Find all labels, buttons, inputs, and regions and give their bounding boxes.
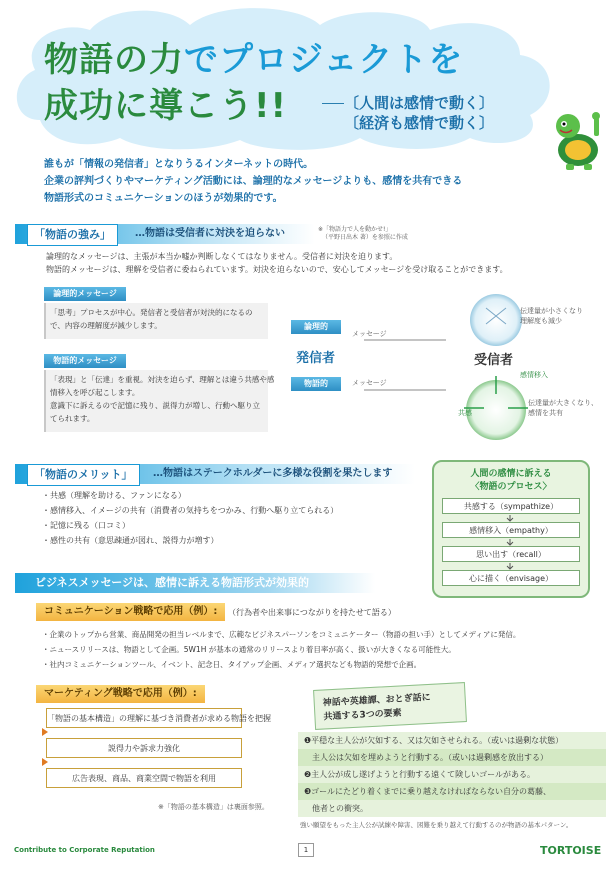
merit-item: ・感性の共有（意思疎通が図れ、説得力が増す） [42,536,219,545]
merit-item: ・共感（理解を助ける、ファンになる） [42,491,186,500]
section-header-strength [15,224,315,244]
diagram-message-story: メッセージ [352,379,387,387]
process-subtitle: 〈物語のプロセス〉 [470,482,552,492]
myth-footnote: 強い願望をもった主人公が試練や障害、困難を乗り越えて行動するのが物語の基本パターン。 [300,821,573,829]
body-text: 物語的メッセージは、理解を受信者に委ねられています。対決を迫らないので、安心してメッセージを受け取ることができます。 [46,265,508,274]
page-title-line2: 成功に導こう!! [44,86,288,126]
intro-line: 物語形式のコミュニケーションのほうが効果的です。 [44,193,283,204]
diagram-receiver: 受信者 [474,353,514,368]
marketing-strategy-heading: マーケティング戦略で応用（例）: [36,685,205,703]
flow-step: 説得力や訴求力強化 [46,738,242,758]
page-number: 1 [298,843,314,857]
tortoise-mascot-icon [548,110,606,172]
myth-row: ❸ゴールにたどり着くまでに乗り越えなければならない自分の葛藤、 [298,783,606,800]
brand-logo: TORTOISE [540,844,602,857]
comm-item: ・企業のトップから営業、商品開発の担当レベルまで、広範なビジネスパーソンをコミュニケーター（物語の担い手）としてメディアに発信。 [42,630,521,639]
process-step: 心に描く（envisage） [442,570,580,586]
myth-row: ❶平穏な主人公が欠如する、又は欠如させられる。（或いは過剰な状態） [304,736,564,745]
merit-item: ・記憶に残る（口コミ） [42,521,130,530]
flow-arrows [40,718,52,788]
section-label: ビジネスメッセージは、感情に訴える物語形式が効果的 [35,576,310,589]
section-label: 「物語の強み」 [27,224,118,246]
flow-step: 「物語の基本構造」の理解に基づき消費者が求める物語を把握 [46,708,242,728]
diagram-message-logic: メッセージ [352,330,387,338]
myth-row: ❷主人公が成し遂げようと行動する遠くて険しいゴールがある。 [304,770,536,779]
myth-elements-panel [298,686,606,829]
page-title-line1: 物語の力でプロジェクトを [44,40,464,80]
diagram-story-label: 物語的 [291,377,341,391]
section-header-merit [15,464,415,484]
diagram-logic-note: 伝達量が小さくなり [520,307,583,315]
diagram-empathy-in: 感情移入 [520,371,548,379]
diagram-logic-note: 理解度も減少 [520,317,562,325]
footer-tagline: Contribute to Corporate Reputation [14,846,155,854]
comm-strategy-note: （行為者や出来事につながりを持たせて語る） [228,608,396,617]
diagram-empathy: 共感 [458,409,472,417]
intro-line: 誰もが「情報の発信者」となりうるインターネットの時代。 [44,159,314,170]
myth-title-box: 神話や英雄譚、おとぎ話に 共通する3つの要素 [313,682,467,730]
story-message-box: 「表現」と「伝達」を重視。対決を迫らず、理解とは違う共感や感 情移入を呼び起こします。 意識下に訴えるので記憶に残り、説得力が増し、行動へ駆り立 てられます。 [44,370,268,432]
intro-line: 企業の評判づくりやマーケティング活動には、論理的なメッセージよりも、感情を共有できる [44,176,463,187]
diagram-sender: 発信者 [296,351,336,366]
process-step: 共感する（sympathize） [442,498,580,514]
diagram-logic-label: 論理的 [291,320,341,334]
logic-message-tag: 論理的メッセージ [44,287,126,301]
body-text: 論理的なメッセージは、主張が本当か嘘か判断しなくてはなりません。受信者に対決を迫ります。 [46,252,398,261]
section-label: 「物語のメリット」 [27,464,140,486]
diagram-story-note: 伝達量が大きくなり、 [528,399,598,407]
marketing-flow [46,708,271,788]
comm-item: ・ニュースリリースは、物語として企画。5W1H が基本の通常のリリースより着目率が高く、扱いが大きくなる可能性大。 [42,645,456,654]
section-subtitle: …物語はステークホルダーに多様な役割を果たします [153,468,393,479]
flow-step: 広告表現、商品、商業空間で物語を利用 [46,768,242,788]
subtitle-economy: 〔経済も感情で動く〕 [344,114,495,132]
process-step: 思い出す（recall） [442,546,580,562]
section-header-business [15,573,375,593]
myth-row: 他者との衝突。 [304,804,368,813]
myth-row: 主人公は欠如を埋めようと行動する。（或いは過剰感を放出する） [298,749,606,766]
process-arrows [434,462,592,600]
reference-note: （平野日出木 著）を参照に作成 [322,234,408,241]
title-divider [322,103,344,104]
subtitle-human: 〔人間は感情で動く〕 [344,94,495,112]
diagram-story-note: 感情を共有 [528,409,563,417]
logic-message-box: 「思考」プロセスが中心。発信者と受信者が対決的になるの で、内容の理解度が減少します。 [44,303,268,339]
merit-item: ・感情移入、イメージの共有（消費者の気持ちをつかみ、行動へ駆り立てられる） [42,506,339,515]
reference-note: ※「物語力で人を動かせ!」 [318,226,392,233]
comm-item: ・社内コミュニケーションツール、イベント、記念日、タイアップ企画、メディア選択なども物語的発想で企画。 [42,660,422,669]
comm-strategy-heading: コミュニケーション戦略で応用（例）: [36,603,225,621]
process-step: 感情移入（empathy） [442,522,580,538]
story-message-tag: 物語的メッセージ [44,354,126,368]
marketing-footnote: ※「物語の基本構造」は裏面参照。 [158,803,269,811]
section-subtitle: …物語は受信者に対決を迫らない [135,228,285,239]
emotion-process-panel [432,460,590,598]
process-title: 人間の感情に訴える [470,469,552,479]
